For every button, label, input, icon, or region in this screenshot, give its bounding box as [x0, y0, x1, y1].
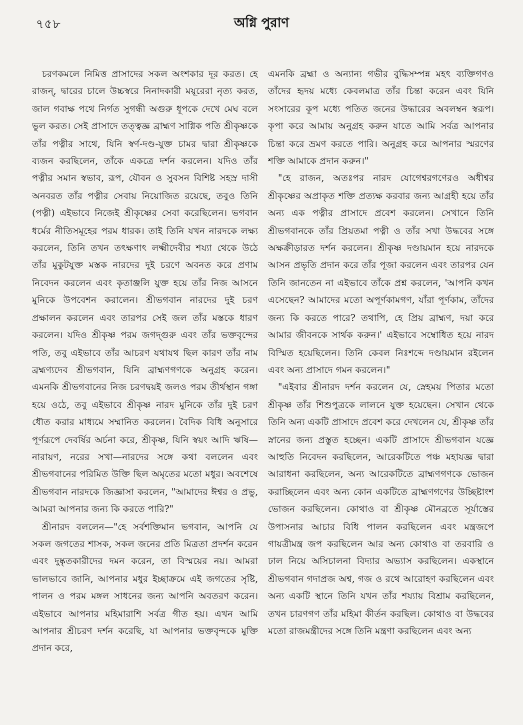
- paragraph: চরণকমলে নিমিত্ত প্রাসাদের সকল অংশকার দূর করত। হে রাজন্, দ্বারের চালে উচ্চস্বরে নিনাদকারী ময়ূরেরা নৃত্য করত, জাল গবাক্ষ পথে নির্গত সুগন্ধী অগুরু ধূপকে দেখে মেঘ বলে ভুল করত। সেই প্রাসাদে তত্ত্বজ্ঞ ব্রাহ্মণ সাগ্নিক পতি শ্রীকৃষ্ণকে তাঁর পত্নীর সাথে, যিনি স্বর্ণ-দণ্ড-যুক্ত চামর দ্বারা শ্রীকৃষ্ণকে ব্যজন করছিলেন, তাঁকে একত্রে দর্শন করলেন। যদিও তাঁর পত্নীর সমান স্বভাব, রূপ, যৌবন ও সুবসন বিশিষ্ট সহস্র দাসী অনবরত তাঁর পত্নীর সেবায় নিয়োজিত রয়েছে, তবুও তিনি (পত্নী) এইভাবে নিজেই শ্রীকৃষ্ণের সেবা করেছিলেন। ভগবান ধর্মের নীতিসমূহের পরম ধারক। তাই তিনি যখন নারদকে লক্ষ্য করলেন, তিনি তখন তৎক্ষণাৎ লক্ষ্মীদেবীর শয্যা থেকে উঠে তাঁর মুকুটযুক্ত মস্তক নারদের দুই চরণে অবনত করে প্রণাম নিবেদন করলেন এবং কৃতাঞ্জলি যুক্ত হয়ে তাঁর নিজ আসনে মুনিকে উপবেশন করালেন। শ্রীভগবান নারদের দুই চরণ প্রক্ষালন করলেন এবং তারপর সেই জল তাঁর মস্তকে ধারণ করলেন। যদিও শ্রীকৃষ্ণ পরম জগদ্গুরু এবং তাঁর ভক্তবৃন্দের পতি, তবু এইভাবে তাঁর আচরণ যথাযথ ছিল কারণ তাঁর নাম ব্রহ্মণ্যদেব শ্রীভগবান, যিনি ব্রাহ্মণগণকে অনুগ্রহ করেন। এমনকি শ্রীভগবানের নিজ চরণদ্বয়ই জলও পরম তীর্থস্থান গঙ্গা হয়ে ওঠে, তবু এইভাবে শ্রীকৃষ্ণ নারদ মুনিকে তাঁর দুই চরণ ধৌত করার মাধ্যমে সম্মানিত করলেন। বৈদিক বিধি অনুসারে পূর্ণরূপে দেবর্ষির অর্চনা করে, শ্রীকৃষ্ণ, যিনি স্বয়ং আদি ঋষি—নারায়ণ, নরের সখা—নারদের সঙ্গে কথা বললেন এবং শ্রীভগবানের পরিমিত উক্তি ছিল অমৃতের মতো মধুর। অবশেষে শ্রীভগবান নারদকে জিজ্ঞাসা করলেন, "আমাদের ঈশ্বর ও প্রভু, আমরা আপনার জন্য কি করতে পারি?": [32, 69, 258, 516]
- paragraph: এমনকি ব্রহ্মা ও অন্যান্য গভীর বুদ্ধিসম্পন্ন মহৎ ব্যক্তিগণও তাঁদের হৃদয় মধ্যে কেবলমাত্র তাঁর চিন্তা করেন এবং যিনি সংসারের কূপ মধ্যে পতিত জনের উদ্ধারের অবলম্বন স্বরূপ। কৃপা করে আমায় অনুগ্রহ করুন যাতে আমি সর্বত্র আপনার চিন্তা করে ভ্রমণ করতে পারি। অনুগ্রহ করে আপনার স্মরণের শক্তি আমাকে প্রদান করুন।": [268, 69, 494, 168]
- paragraph: "এইবার শ্রীনারদ দর্শন করলেন যে, স্নেহময় পিতার মতো শ্রীকৃষ্ণ তাঁর শিশুপুত্রকে লালনে যুক্ত হয়েছেন। সেখান থেকে তিনি অন্য একটি প্রাসাদে প্রবেশ করে দেখলেন যে, শ্রীকৃষ্ণ তাঁর স্নানের জন্য প্রস্তুত হচ্ছেন। একটি প্রাসাদে শ্রীভগবান যজ্ঞে আহুতি নিবেদন করছিলেন, আরেকটিতে পঞ্চ মহাযজ্ঞ দ্বারা আরাধনা করছিলেন, অন্য আরেকটিতে ব্রাহ্মণগণকে ভোজন করাচ্ছিলেন এবং অন্য কোন একটিতে ব্রাহ্মণগণের উচ্ছিষ্টাংশ ভোজন করছিলেন। কোথাও বা শ্রীকৃষ্ণ মৌনব্রতে সূর্যাস্তের উপাসনার আচার বিধি পালন করছিলেন এবং মন্ত্রজপে গায়ত্রীমন্ত্র জপ করছিলেন আর অন্য কোথাও বা তরবারি ও ঢাল নিয়ে অসিচালনা বিদ্যার অভ্যাস করছিলেন। একস্থানে শ্রীভগবান গদাপ্রজ অশ্ব, গজ ও রথে আরোহণ করছিলেন এবং অন্য একটি স্থানে তিনি যখন তাঁর শয্যায় বিশ্রাম করছিলেন, তখন চারণগণ তাঁর মহিমা কীর্তন করছিল। কোথাও বা উদ্ধবের মতো রাজমন্ত্রীদের সঙ্গে তিনি মন্ত্রণা করছিলেন এবং অন্য: [268, 382, 494, 637]
- running-title: অগ্নি পুরাণ: [234, 16, 289, 31]
- paragraph: "হে রাজন, অতঃপর নারদ যোগেশ্বরগণেরও অধীশ্বর শ্রীকৃষ্ণের অপ্রাকৃত শক্তি প্রত্যক্ষ করবার জন্য আগ্রহী হয়ে তাঁর অন্য এক পত্নীর প্রাসাদে প্রবেশ করলেন। সেখানে তিনি শ্রীভগবানকে তাঁর প্রিয়তমা পত্নী ও তাঁর সখা উদ্ধবের সঙ্গে অক্ষক্রীড়ারত দর্শন করলেন। শ্রীকৃষ্ণ দণ্ডায়মান হয়ে নারদকে আসন প্রভৃতি প্রদান করে তাঁর পূজা করলেন এবং তারপর যেন তিনি জানতেন না এইভাবে তাঁকে প্রশ্ন করলেন, 'আপনি কখন এসেছেন? আমাদের মতো অপূর্ণকামগণ, যাঁরা পূর্ণকাম, তাঁদের জন্য কি করতে পারে? তথাপি, হে প্রিয় ব্রাহ্মণ, দয়া করে আমার জীবনকে সার্থক করুন।' এইভাবে সম্বোধিত হয়ে নারদ বিস্মিত হয়েছিলেন। তিনি কেবল নিঃশব্দে দণ্ডায়মান রইলেন এবং অন্য প্রাসাদে গমন করলেন।": [268, 173, 494, 376]
- left-column: [32, 66, 258, 718]
- page-header: [30, 12, 493, 34]
- paragraph: শ্রীনারদ বললেন—"হে সর্বশক্তিমান ভগবান, আপনি যে সকল জগতের শাসক, সকল জনের প্রতি মিত্রতা প্রদর্শন করেন এবং দুষ্কৃতকারীদের দমন করেন, তা বিস্ময়ের নয়। আমরা ভালভাবে জানি, আপনার মধুর ইচ্ছাক্রমে এই জগতের সৃষ্টি, পালন ও পরম মঙ্গল সাধনের জন্য আপনি অবতরণ করেন। এইভাবে আপনার মহিমারাশি সর্বত্র গীত হয়। এখন আমি আপনার শ্রীচরণ দর্শন করেছি, যা আপনার ভক্তবৃন্দকে মুক্তি প্রদান করে,: [32, 521, 258, 655]
- page-number: ৭৫৮: [36, 17, 61, 31]
- right-column: [268, 66, 494, 718]
